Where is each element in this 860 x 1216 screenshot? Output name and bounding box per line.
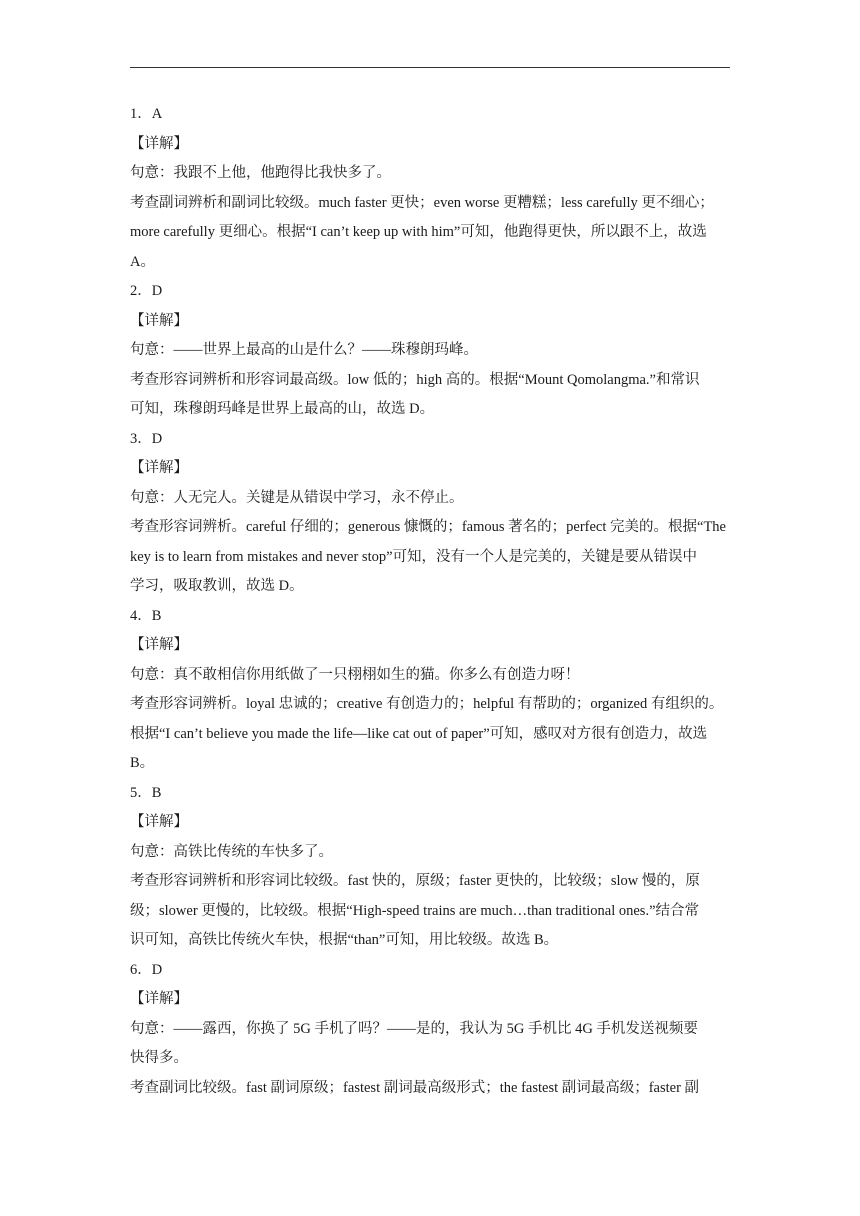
question-6-answer: 6．D (130, 961, 163, 978)
question-3-answer: 3．D (130, 430, 163, 447)
question-5-meaning: 句意：高铁比传统的车快多了。 (130, 843, 333, 860)
question-5-explanation-line: 级；slower 更慢的，比较级。根据“High-speed trains are much…than traditional ones.”结合常 (130, 902, 700, 919)
question-2-explanation-line: 可知，珠穆朗玛峰是世界上最高的山，故选 D。 (130, 401, 435, 417)
question-3-explanation-line: key is to learn from mistakes and never stop”可知，没有一个人是完美的，关键是要从错误中 (130, 548, 698, 565)
question-4-explanation-line: 考查形容词辨析。loyal 忠诚的；creative 有创造力的；helpful 有帮助的；organized 有组织的。 (130, 696, 724, 712)
question-1-answer: 1．A (130, 106, 163, 122)
question-4-meaning: 句意：真不敢相信你用纸做了一只栩栩如生的猫。你多么有创造力呀！ (130, 666, 580, 683)
question-6-detail-label: 【详解】 (130, 991, 188, 1007)
question-2-detail-label: 【详解】 (130, 312, 188, 329)
question-2-answer: 2．D (130, 283, 163, 299)
question-4-explanation-line: 根据“I can’t believe you made the life—like cat out of paper”可知，感叹对方很有创造力，故选 (130, 725, 708, 742)
question-1-explanation-line: 考查副词辨析和副词比较级。much faster 更快；even worse 更糟糕；less carefully 更不细心； (130, 194, 714, 211)
question-3-explanation-line: 考查形容词辨析。careful 仔细的；generous 慷慨的；famous 著名的；perfect 完美的。根据“The (130, 519, 726, 535)
question-6-explanation-line: 考查副词比较级。fast 副词原级；fastest 副词最高级形式；the fastest 副词最高级；faster 副 (130, 1079, 700, 1096)
header-rule (130, 67, 730, 68)
question-3-explanation-line: 学习，吸取教训，故选 D。 (130, 578, 304, 594)
question-3-detail-label: 【详解】 (130, 460, 188, 476)
question-1-detail-label: 【详解】 (130, 135, 188, 152)
question-1-meaning: 句意：我跟不上他，他跑得比我快多了。 (130, 165, 391, 181)
question-5-explanation-line: 考查形容词辨析和形容词比较级。fast 快的，原级；faster 更快的，比较级；slow 慢的，原 (130, 873, 700, 889)
question-2-explanation-line: 考查形容词辨析和形容词最高级。low 低的；high 高的。根据“Mount Qomolangma.”和常识 (130, 371, 700, 388)
question-5-explanation-line: 识可知，高铁比传统火车快，根据“than”可知，用比较级。故选 B。 (130, 932, 559, 948)
question-1-explanation-line: A。 (130, 253, 155, 270)
question-2-meaning: 句意：——世界上最高的山是什么？——珠穆朗玛峰。 (130, 342, 478, 358)
question-6-meaning: 快得多。 (130, 1050, 188, 1066)
question-3-meaning: 句意：人无完人。关键是从错误中学习，永不停止。 (130, 489, 464, 506)
question-4-detail-label: 【详解】 (130, 637, 188, 653)
question-4-explanation-line: B。 (130, 755, 155, 771)
question-1-explanation-line: more carefully 更细心。根据“I can’t keep up with him”可知，他跑得更快，所以跟不上，故选 (130, 224, 707, 240)
question-5-detail-label: 【详解】 (130, 814, 188, 830)
question-5-answer: 5．B (130, 784, 162, 801)
question-4-answer: 4．B (130, 607, 162, 624)
answer-explanations (130, 100, 730, 1103)
question-6-meaning: 句意：——露西，你换了 5G 手机了吗？——是的，我认为 5G 手机比 4G 手机发送视频要 (130, 1020, 698, 1037)
